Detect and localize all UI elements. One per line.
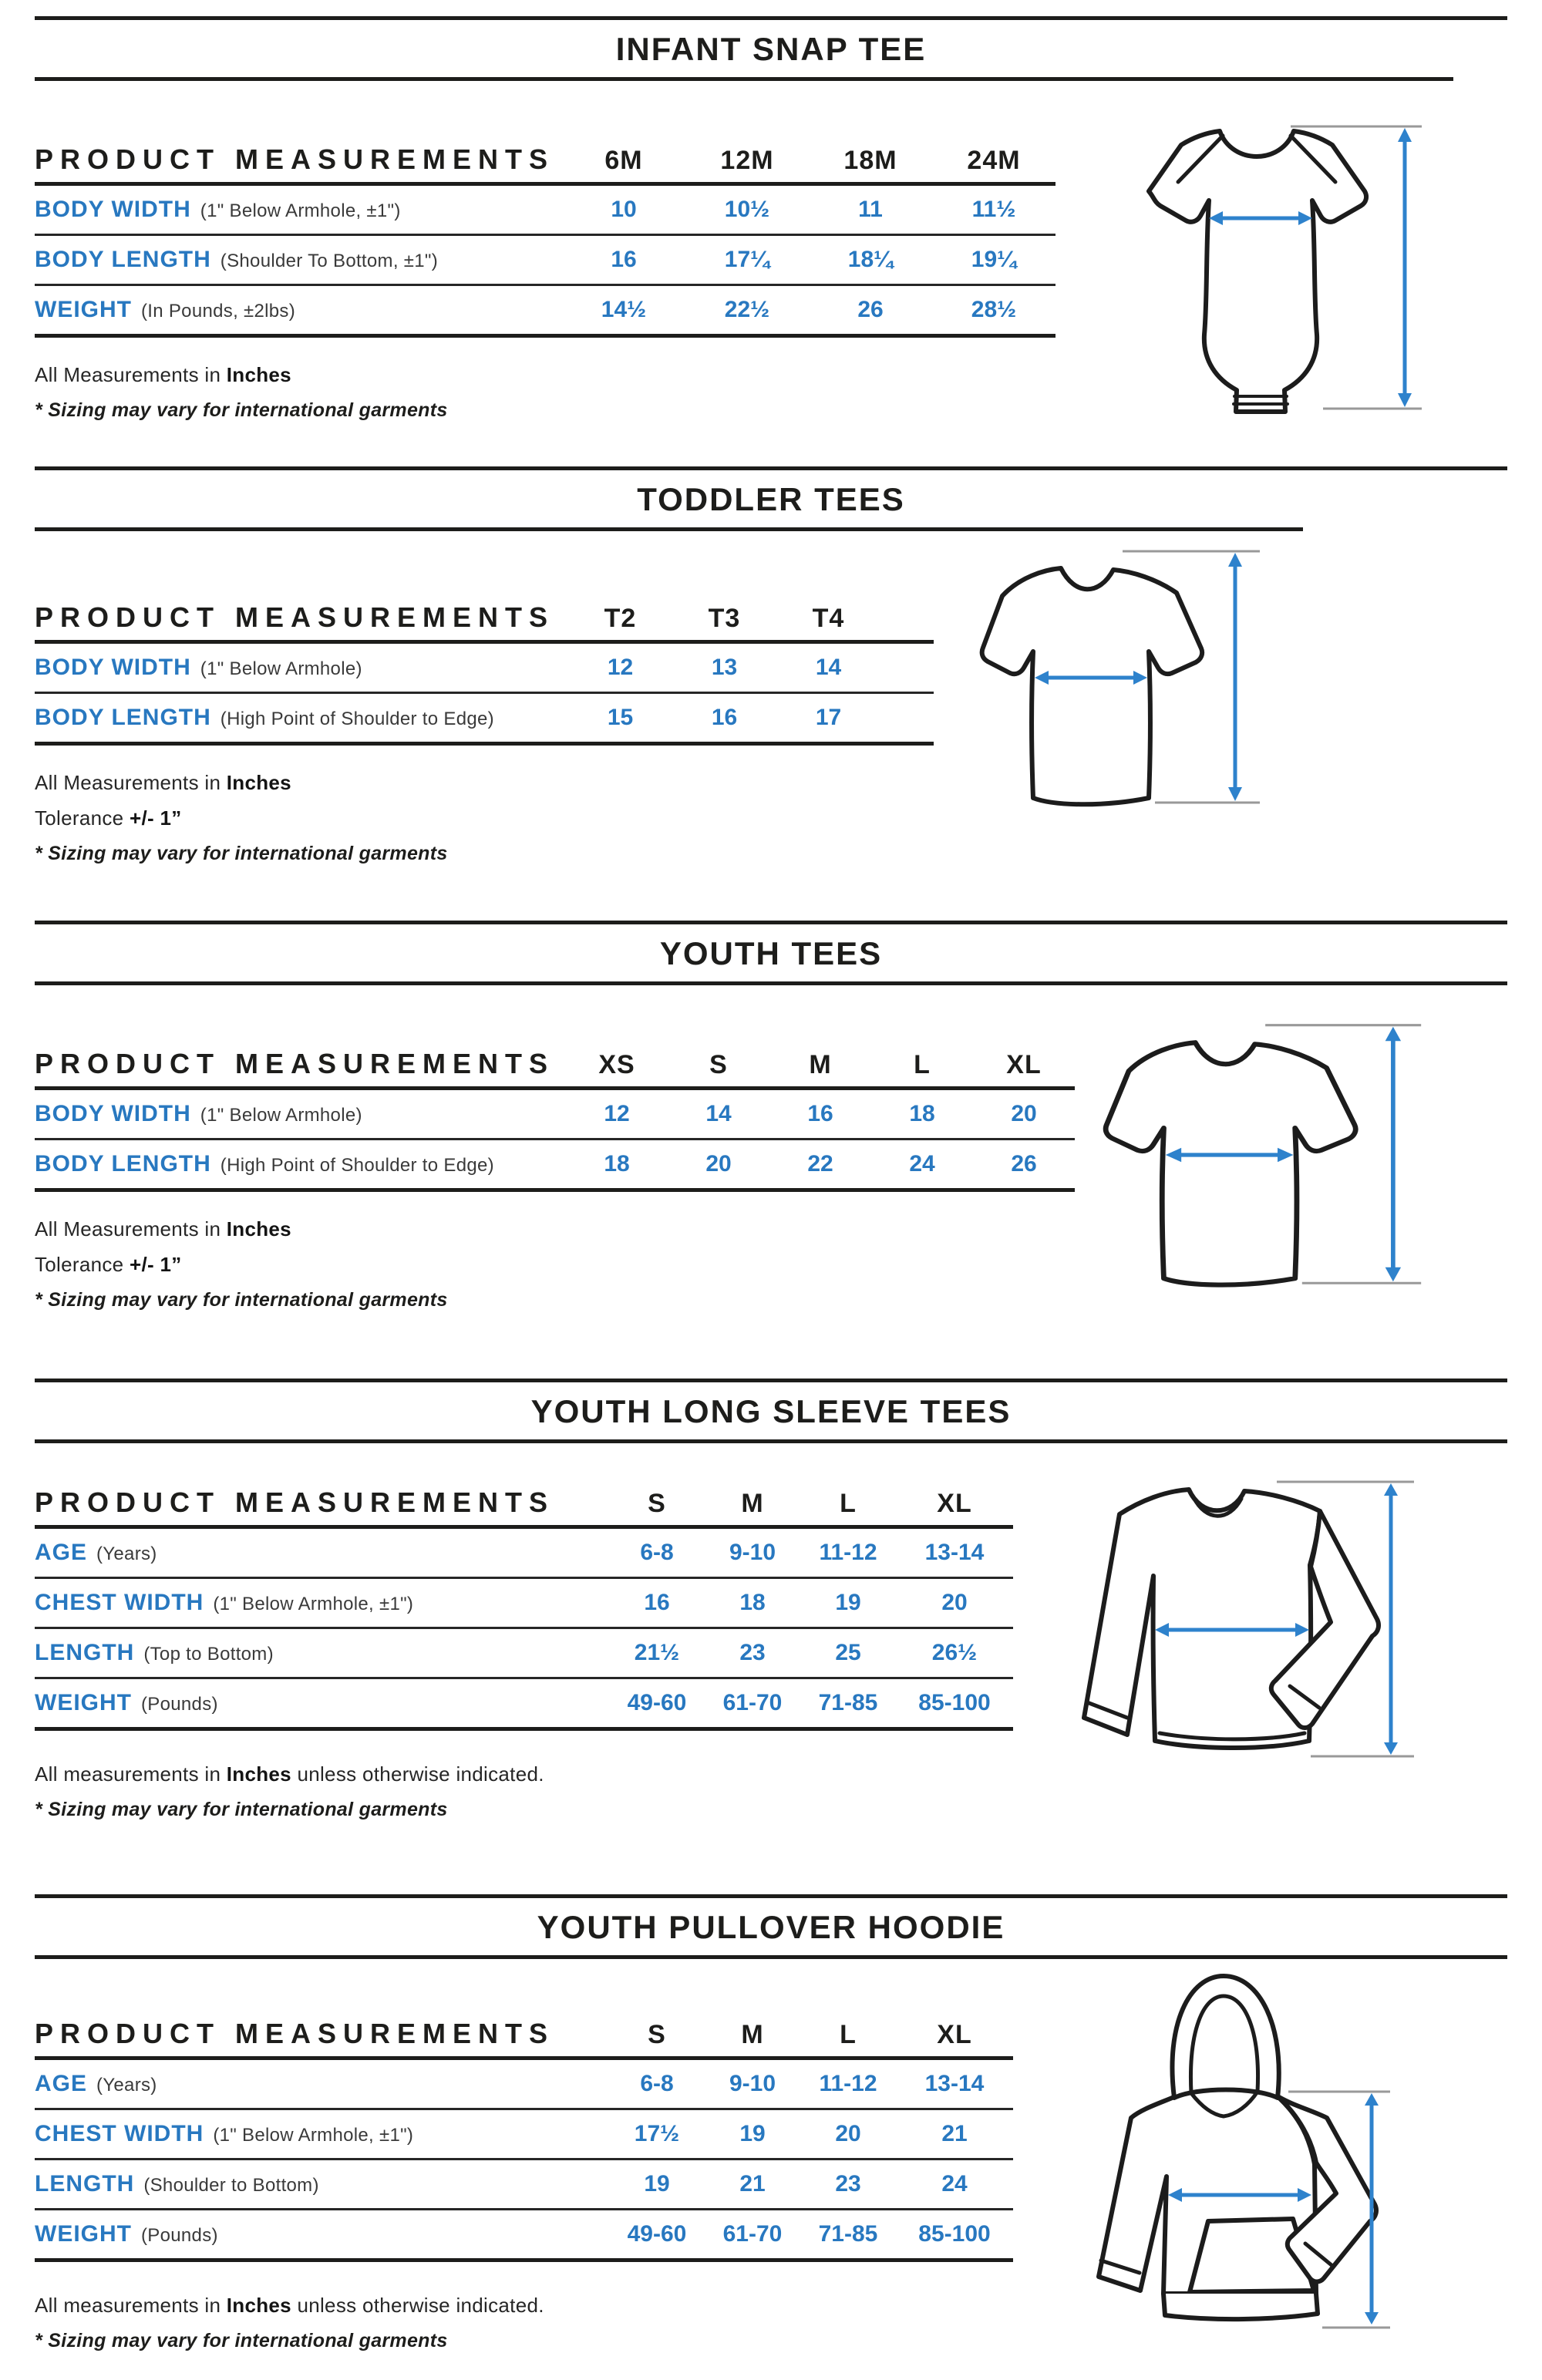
- footnote-bold: Inches: [226, 363, 291, 386]
- footnote-text: All Measurements in: [35, 363, 227, 386]
- row-note: (1" Below Armhole): [200, 658, 362, 679]
- garment-outline: [1084, 1490, 1379, 1748]
- value-cell: 21: [941, 2121, 968, 2146]
- garment-outline: [982, 568, 1203, 804]
- footnotes: [35, 1217, 1075, 1312]
- value-cell: 19: [835, 1590, 861, 1615]
- footnote-tolerance: [35, 1252, 1075, 1277]
- row-label: BODY WIDTH: [35, 655, 191, 680]
- row-label: CHEST WIDTH: [35, 2121, 204, 2146]
- column-header: XS: [598, 1050, 635, 1079]
- section-title: TODDLER TEES: [637, 481, 905, 517]
- value-cell: 18¼: [847, 247, 894, 272]
- row-label-cell: [35, 1590, 609, 1616]
- row-label-cell: [35, 1151, 566, 1177]
- table-row: [35, 2210, 1013, 2258]
- column-header: XL: [937, 1489, 972, 1518]
- row-label-cell: [35, 2071, 609, 2097]
- value-cell: 16: [644, 1590, 670, 1615]
- row-label-cell: [35, 247, 562, 273]
- footnote-text: unless otherwise indicated.: [291, 2294, 544, 2317]
- table-header-label: PRODUCT MEASUREMENTS: [35, 2018, 555, 2049]
- footnote-sizing: * Sizing may vary for international garments: [35, 1289, 448, 1311]
- value-cell: 6-8: [640, 2071, 674, 2096]
- column-header: T2: [604, 604, 637, 633]
- table-row: [35, 2110, 1013, 2158]
- value-cell: 19: [739, 2121, 766, 2146]
- row-label-cell: [35, 1640, 609, 1666]
- footnote-text: Tolerance: [35, 1253, 130, 1276]
- column-header: M: [741, 1489, 764, 1518]
- column-header: T3: [708, 604, 741, 633]
- value-cell: 10: [611, 197, 637, 222]
- value-cell: 17: [815, 705, 842, 730]
- footnotes: [35, 362, 1055, 422]
- column-header: 24M: [967, 146, 1021, 175]
- value-cell: 85-100: [918, 2221, 991, 2247]
- row-note: (1" Below Armhole, ±1"): [200, 200, 401, 221]
- long-sleeve-tee-illustration: [1079, 1466, 1419, 1775]
- value-cell: 11: [858, 197, 883, 222]
- value-cell: 21½: [634, 1640, 680, 1665]
- column-header: S: [648, 1489, 666, 1518]
- value-cell: 71-85: [818, 1690, 878, 1715]
- row-note: (Years): [96, 1543, 157, 1564]
- value-cell: 24: [941, 2171, 968, 2197]
- value-cell: 23: [739, 1640, 766, 1665]
- row-note: (Pounds): [141, 1694, 218, 1715]
- value-cell: 21: [739, 2171, 766, 2197]
- row-label-cell: [35, 2121, 609, 2147]
- footnote-bold: Inches: [226, 2294, 291, 2317]
- column-header: L: [840, 1489, 857, 1518]
- row-note: (Years): [96, 2075, 157, 2096]
- value-cell: 10½: [724, 197, 770, 222]
- value-cell: 16: [711, 705, 738, 730]
- table-row: [35, 1579, 1013, 1627]
- footnote-measurements: [35, 1762, 1013, 1786]
- footnote-sizing: * Sizing may vary for international garments: [35, 1799, 448, 1820]
- table-header-label: PRODUCT MEASUREMENTS: [35, 143, 555, 175]
- value-cell: 71-85: [818, 2221, 878, 2247]
- footnote-text: All measurements in: [35, 1762, 227, 1786]
- row-label-cell: [35, 2221, 609, 2247]
- row-label: LENGTH: [35, 2171, 135, 2197]
- value-cell: 12: [604, 1101, 630, 1126]
- value-cell: 19: [644, 2171, 670, 2197]
- divider: [35, 334, 1055, 338]
- value-cell: 26: [1011, 1151, 1037, 1177]
- footnote-measurements: [35, 1217, 1075, 1241]
- table-header-row: [35, 139, 1055, 176]
- column-header: S: [648, 2020, 666, 2049]
- value-cell: 13: [711, 655, 738, 680]
- table-row: [35, 1629, 1013, 1677]
- garment-outline: [1099, 1976, 1376, 2319]
- footnotes: [35, 2293, 1013, 2353]
- divider: [35, 1727, 1013, 1731]
- footnote-measurements: [35, 770, 934, 795]
- row-note: (Shoulder To Bottom, ±1"): [220, 251, 439, 271]
- column-header: 12M: [720, 146, 774, 175]
- row-note: (1" Below Armhole): [200, 1105, 362, 1126]
- value-cell: 49-60: [627, 2221, 687, 2247]
- value-cell: 14: [705, 1101, 732, 1126]
- row-note: (Top to Bottom): [143, 1644, 274, 1665]
- row-note: (High Point of Shoulder to Edge): [220, 709, 494, 729]
- value-cell: 26½: [931, 1640, 978, 1665]
- row-label: CHEST WIDTH: [35, 1590, 204, 1615]
- table-row: [35, 694, 934, 742]
- value-cell: 14½: [601, 297, 647, 322]
- column-header: T4: [812, 604, 845, 633]
- row-label-cell: [35, 1540, 609, 1566]
- value-cell: 17½: [634, 2121, 680, 2146]
- value-cell: 19¼: [971, 247, 1017, 272]
- row-label: LENGTH: [35, 1640, 135, 1665]
- value-cell: 20: [835, 2121, 861, 2146]
- value-cell: 61-70: [722, 2221, 783, 2247]
- row-label: WEIGHT: [35, 2221, 132, 2247]
- table-row: [35, 2160, 1013, 2208]
- table-header-label: PRODUCT MEASUREMENTS: [35, 1486, 555, 1518]
- row-label: AGE: [35, 2071, 88, 2096]
- section-title: INFANT SNAP TEE: [615, 31, 927, 67]
- value-cell: 11-12: [819, 2071, 877, 2096]
- row-label-cell: [35, 297, 562, 323]
- row-label: BODY LENGTH: [35, 247, 211, 272]
- footnote-bold: +/- 1”: [129, 806, 182, 830]
- value-cell: 18: [604, 1151, 630, 1177]
- table-row: [35, 2060, 1013, 2108]
- divider: [35, 2258, 1013, 2262]
- value-cell: 28½: [971, 297, 1017, 322]
- value-cell: 49-60: [627, 1690, 687, 1715]
- footnote-text: unless otherwise indicated.: [291, 1762, 544, 1786]
- value-cell: 14: [815, 655, 842, 680]
- value-cell: 20: [941, 1590, 968, 1615]
- footnote-bold: Inches: [226, 771, 291, 794]
- value-cell: 15: [607, 705, 634, 730]
- table-header-label: PRODUCT MEASUREMENTS: [35, 1048, 555, 1079]
- row-label: BODY LENGTH: [35, 1151, 211, 1177]
- table-row: [35, 1140, 1075, 1188]
- section-toddler-tees: [0, 466, 1542, 921]
- section-infant-snap-tee: [0, 16, 1542, 466]
- section-title: YOUTH TEES: [659, 935, 883, 971]
- footnote-measurements: [35, 362, 1055, 387]
- section-title: YOUTH LONG SLEEVE TEES: [530, 1393, 1012, 1429]
- table-row: [35, 186, 1055, 234]
- column-header: 18M: [843, 146, 897, 175]
- row-label-cell: [35, 655, 568, 681]
- value-cell: 23: [835, 2171, 861, 2197]
- value-cell: 16: [807, 1101, 833, 1126]
- table-row: [35, 1529, 1013, 1577]
- row-label-cell: [35, 2171, 609, 2197]
- column-header: S: [709, 1050, 728, 1079]
- row-note: (Shoulder to Bottom): [143, 2175, 319, 2196]
- value-cell: 25: [835, 1640, 861, 1665]
- row-note: (In Pounds, ±2lbs): [141, 301, 296, 321]
- value-cell: 20: [1011, 1101, 1037, 1126]
- value-cell: 22½: [724, 297, 770, 322]
- row-label: WEIGHT: [35, 1690, 132, 1715]
- footnote-bold: Inches: [226, 1762, 291, 1786]
- value-cell: 26: [857, 297, 884, 322]
- table-header-row: [35, 597, 934, 634]
- infant-bodysuit-illustration: [1133, 116, 1426, 416]
- value-cell: 24: [909, 1151, 935, 1177]
- row-note: (1" Below Armhole, ±1"): [213, 2125, 414, 2146]
- toddler-tshirt-illustration: [979, 531, 1264, 824]
- row-label-cell: [35, 197, 562, 223]
- divider: [35, 1188, 1075, 1192]
- row-label-cell: [35, 705, 568, 731]
- column-header: M: [809, 1050, 832, 1079]
- section-youth-tees: [0, 921, 1542, 1379]
- footnote-text: Tolerance: [35, 806, 130, 830]
- row-label: BODY WIDTH: [35, 1101, 191, 1126]
- footnotes: [35, 770, 934, 866]
- row-label-cell: [35, 1690, 609, 1716]
- column-header: M: [741, 2020, 764, 2049]
- table-row: [35, 286, 1055, 334]
- value-cell: 11½: [971, 197, 1016, 222]
- table-row: [35, 236, 1055, 284]
- value-cell: 12: [607, 655, 634, 680]
- row-note: (High Point of Shoulder to Edge): [220, 1155, 494, 1176]
- value-cell: 9-10: [729, 1540, 776, 1565]
- value-cell: 85-100: [918, 1690, 991, 1715]
- section-youth-pullover-hoodie: [0, 1894, 1542, 2380]
- table-header-row: [35, 1043, 1075, 1080]
- row-note: (1" Below Armhole, ±1"): [213, 1594, 414, 1614]
- footnote-sizing: * Sizing may vary for international garments: [35, 399, 448, 421]
- garment-outline: [1149, 131, 1366, 412]
- pullover-hoodie-illustration: [1091, 1970, 1396, 2336]
- table-row: [35, 644, 934, 692]
- footnote-sizing: * Sizing may vary for international garments: [35, 2330, 448, 2351]
- table-header-label: PRODUCT MEASUREMENTS: [35, 601, 555, 633]
- footnote-bold: Inches: [226, 1217, 291, 1240]
- column-header: L: [914, 1050, 931, 1079]
- footnote-bold: +/- 1”: [129, 1253, 182, 1276]
- row-label: WEIGHT: [35, 297, 132, 322]
- row-label: BODY WIDTH: [35, 197, 191, 222]
- value-cell: 13-14: [924, 2071, 985, 2096]
- table-header-row: [35, 1482, 1013, 1519]
- footnotes: [35, 1762, 1013, 1822]
- garment-outline: [1106, 1042, 1355, 1284]
- row-label: BODY LENGTH: [35, 705, 211, 730]
- value-cell: 61-70: [722, 1690, 783, 1715]
- table-row: [35, 1090, 1075, 1138]
- footnote-tolerance: [35, 806, 934, 830]
- row-note: (Pounds): [141, 2225, 218, 2246]
- value-cell: 16: [611, 247, 637, 272]
- section-title: YOUTH PULLOVER HOODIE: [537, 1909, 1005, 1945]
- divider: [35, 742, 934, 746]
- column-header: 6M: [604, 146, 643, 175]
- value-cell: 11-12: [819, 1540, 877, 1565]
- column-header: XL: [1006, 1050, 1042, 1079]
- value-cell: 17¼: [724, 247, 770, 272]
- value-cell: 6-8: [640, 1540, 674, 1565]
- youth-tshirt-illustration: [1103, 1005, 1426, 1305]
- table-row: [35, 1679, 1013, 1727]
- column-header: XL: [937, 2020, 972, 2049]
- footnote-text: All Measurements in: [35, 1217, 227, 1240]
- footnote-sizing: * Sizing may vary for international garments: [35, 843, 448, 864]
- value-cell: 18: [909, 1101, 935, 1126]
- column-header: L: [840, 2020, 857, 2049]
- value-cell: 18: [739, 1590, 766, 1615]
- section-youth-long-sleeve-tees: [0, 1379, 1542, 1894]
- value-cell: 13-14: [924, 1540, 985, 1565]
- footnote-text: All Measurements in: [35, 771, 227, 794]
- footnote-text: All measurements in: [35, 2294, 227, 2317]
- value-cell: 22: [807, 1151, 833, 1177]
- value-cell: 9-10: [729, 2071, 776, 2096]
- row-label-cell: [35, 1101, 566, 1127]
- value-cell: 20: [705, 1151, 732, 1177]
- table-header-row: [35, 2013, 1013, 2050]
- footnote-measurements: [35, 2293, 1013, 2318]
- row-label: AGE: [35, 1540, 88, 1565]
